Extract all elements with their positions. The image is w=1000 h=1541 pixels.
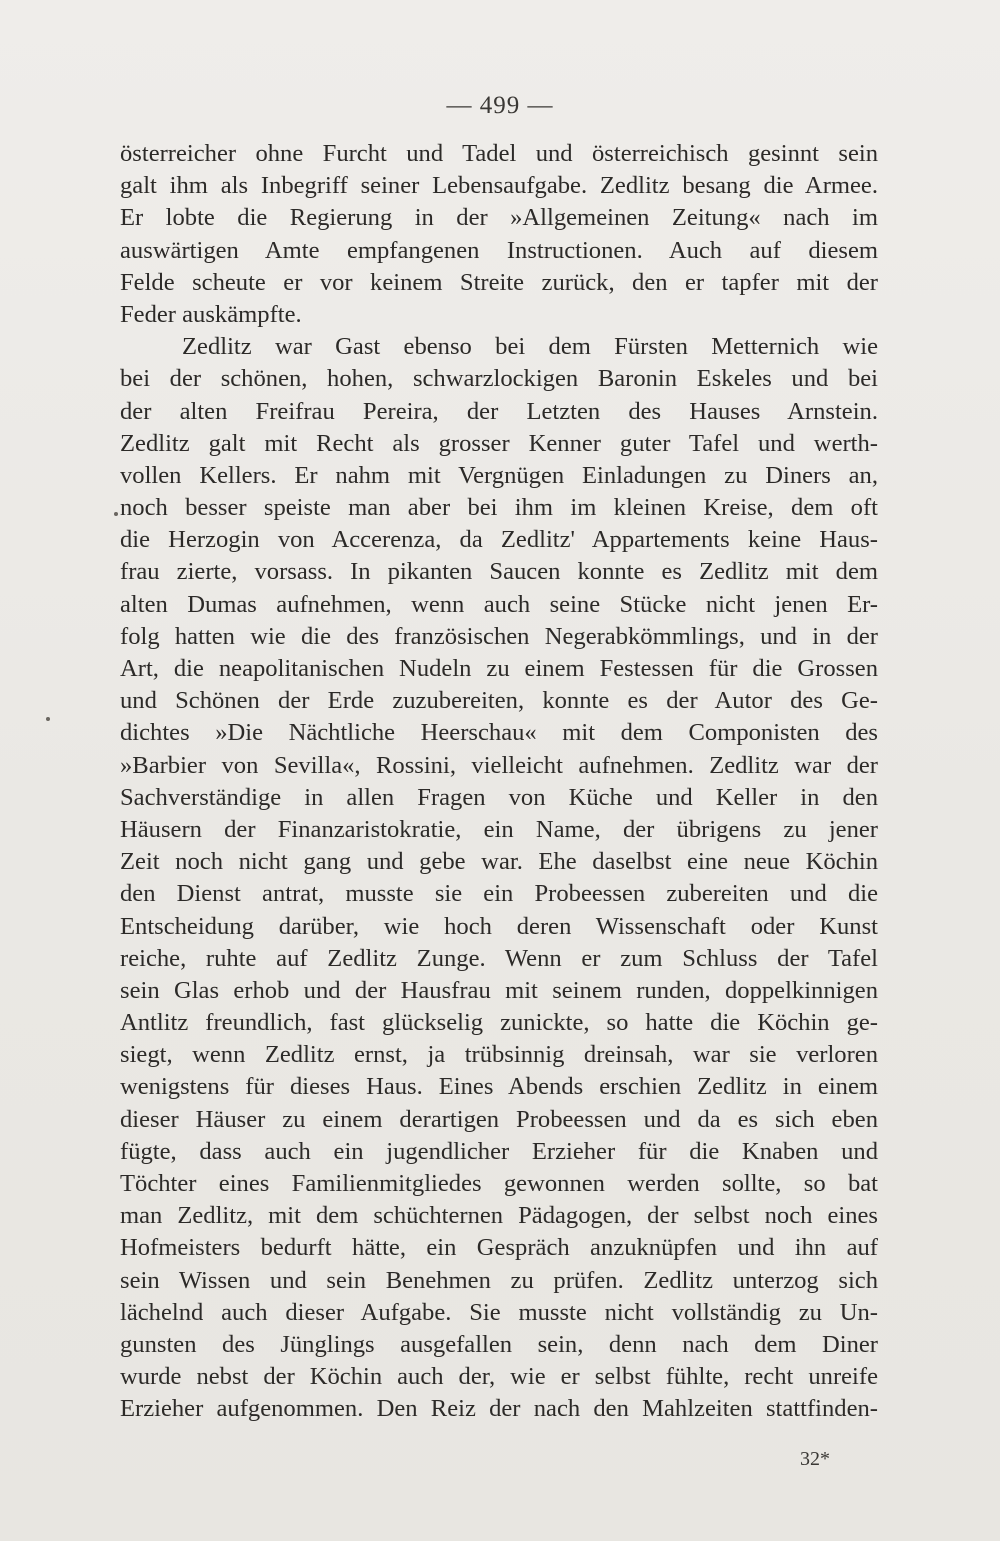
- text-line: gunsten des Jünglings ausgefallen sein, denn nach dem Diner: [120, 1330, 878, 1358]
- text-line: reiche, ruhte auf Zedlitz Zunge. Wenn er zum Schluss der Tafel: [120, 944, 878, 972]
- text-line: dieser Häuser zu einem derartigen Probeessen und da es sich eben: [120, 1105, 878, 1133]
- text-line: man Zedlitz, mit dem schüchternen Pädagogen, der selbst noch eines: [120, 1202, 878, 1230]
- text-line: Art, die neapolitanischen Nudeln zu einem Festessen für die Grossen: [120, 655, 878, 682]
- text-line: vollen Kellers. Er nahm mit Vergnügen Einladungen zu Diners an,: [120, 461, 878, 489]
- text-line: Felde scheute er vor keinem Streite zurück, den er tapfer mit der: [120, 268, 878, 296]
- text-line: alten Dumas aufnehmen, wenn auch seine Stücke nicht jenen Er-: [120, 590, 878, 618]
- text-line: lächelnd auch dieser Aufgabe. Sie musste nicht vollständig zu Un-: [120, 1298, 878, 1326]
- text-line: wenigstens für dieses Haus. Eines Abends erschien Zedlitz in einem: [120, 1073, 878, 1101]
- paper-speck: [114, 512, 118, 516]
- text-line: und Schönen der Erde zuzubereiten, konnte es der Autor des Ge-: [120, 687, 878, 715]
- text-line: Entscheidung darüber, wie hoch deren Wissenschaft oder Kunst: [120, 912, 878, 940]
- text-line: Sachverständige in allen Fragen von Küche und Keller in den: [120, 783, 878, 811]
- body-text: [120, 138, 878, 1426]
- text-line: fügte, dass auch ein jugendlicher Erzieher für die Knaben und: [120, 1137, 878, 1165]
- text-line: der alten Freifrau Pereira, der Letzten des Hauses Arnstein.: [120, 397, 878, 425]
- text-line: wurde nebst der Köchin auch der, wie er selbst fühlte, recht unreife: [120, 1363, 878, 1391]
- text-line: Er lobte die Regierung in der »Allgemeinen Zeitung« nach im: [120, 204, 878, 232]
- text-line: Erzieher aufgenommen. Den Reiz der nach den Mahlzeiten stattfinden-: [120, 1395, 878, 1423]
- signature-mark: 32*: [800, 1448, 830, 1470]
- text-line: die Herzogin von Accerenza, da Zedlitz' Appartements keine Haus-: [120, 526, 878, 554]
- text-line: Häusern der Finanzaristokratie, ein Name, der übrigens zu jener: [120, 815, 878, 843]
- text-line: folg hatten wie die des französischen Negerabkömmlings, und in der: [120, 622, 878, 650]
- text-line: Zedlitz war Gast ebenso bei dem Fürsten Metternich wie: [182, 333, 878, 361]
- text-line: sein Wissen und sein Benehmen zu prüfen. Zedlitz unterzog sich: [120, 1266, 878, 1294]
- text-line: Hofmeisters bedurft hätte, ein Gespräch anzuknüpfen und ihn auf: [120, 1234, 878, 1262]
- text-line: den Dienst antrat, musste sie ein Probeessen zubereiten und die: [120, 880, 878, 908]
- text-line: frau zierte, vorsass. In pikanten Saucen konnte es Zedlitz mit dem: [120, 558, 878, 586]
- text-line: »Barbier von Sevilla«, Rossini, vielleicht aufnehmen. Zedlitz war der: [120, 751, 878, 779]
- text-line: Zeit noch nicht gang und gebe war. Ehe daselbst eine neue Köchin: [120, 848, 878, 876]
- text-line: Zedlitz galt mit Recht als grosser Kenner guter Tafel und werth-: [120, 429, 878, 457]
- text-line: sein Glas erhob und der Hausfrau mit seinem runden, doppelkinnigen: [120, 976, 878, 1004]
- text-line: noch besser speiste man aber bei ihm im kleinen Kreise, dem oft: [120, 494, 878, 522]
- paper-speck: [46, 717, 50, 721]
- text-line: galt ihm als Inbegriff seiner Lebensaufgabe. Zedlitz besang die Armee.: [120, 172, 878, 200]
- text-line: dichtes »Die Nächtliche Heerschau« mit dem Componisten des: [120, 719, 878, 747]
- text-line: Feder auskämpfte.: [120, 300, 302, 328]
- text-line: österreicher ohne Furcht und Tadel und österreichisch gesinnt sein: [120, 140, 878, 167]
- text-line: siegt, wenn Zedlitz ernst, ja trübsinnig dreinsah, war sie verloren: [120, 1041, 878, 1069]
- text-line: Töchter eines Familienmitgliedes gewonnen werden sollte, so bat: [120, 1170, 878, 1197]
- text-line: auswärtigen Amte empfangenen Instructionen. Auch auf diesem: [120, 236, 878, 264]
- text-line: bei der schönen, hohen, schwarzlockigen Baronin Eskeles und bei: [120, 365, 878, 393]
- page-number: — 499 —: [446, 92, 554, 119]
- text-line: Antlitz freundlich, fast glückselig zunickte, so hatte die Köchin ge-: [120, 1009, 878, 1037]
